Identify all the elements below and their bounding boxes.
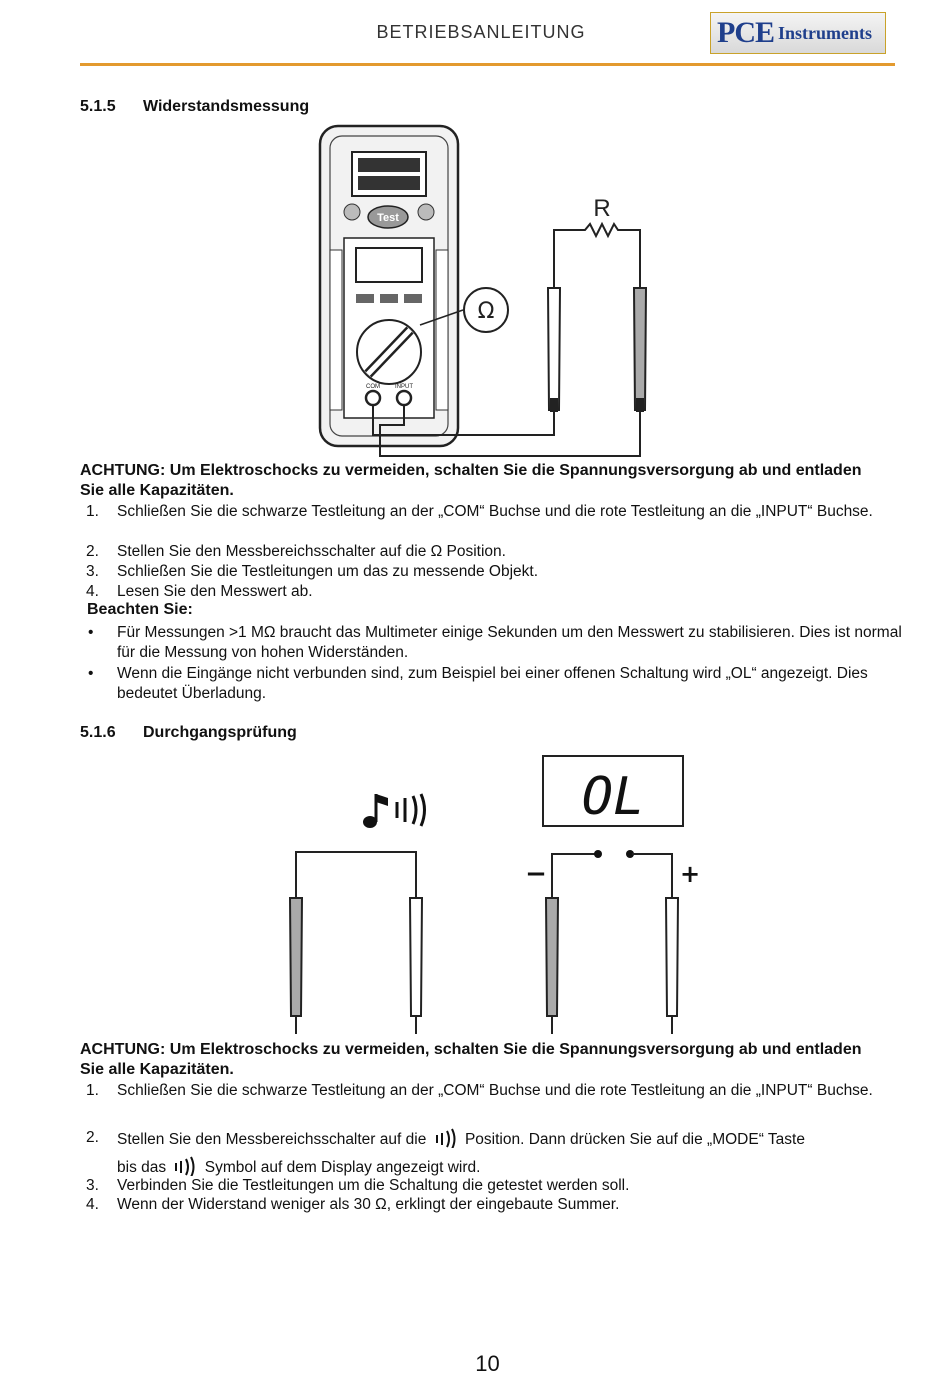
section-heading-continuity [80,724,297,742]
music-note-icon [363,794,388,828]
page-number: 10 [475,1351,500,1376]
section-heading-resistance [80,98,309,116]
section-title: Durchgangsprüfung [143,724,297,741]
probe-right-pair-1 [546,898,558,1034]
ol-display-text: OL [581,767,645,827]
logo-brand: PCE [717,16,774,49]
note-heading: Beachten Sie: [87,601,193,618]
black-probe [548,266,560,412]
warning-text-continuity: ACHTUNG: Um Elektroschocks zu vermeiden, schalten Sie die Spannungsversorgung ab und entladen Sie alle Kapazitäten. [80,1041,862,1078]
header-divider [80,63,895,66]
buzzer-waves-icon [170,1156,200,1176]
pce-instruments-logo [710,12,886,54]
red-probe [634,266,646,412]
com-jack [366,391,380,405]
probe-right-pair-2 [666,898,678,1034]
minus-sign: − [525,859,547,889]
lower-display [356,248,422,282]
probe-left-pair-1 [290,898,302,1034]
bullet-icon: • [88,665,94,682]
section-number: 5.1.5 [80,98,116,115]
probe-left-pair-2 [410,898,422,1034]
section-title: Widerstandsmessung [143,98,310,115]
buzzer-waves-icon [431,1128,461,1148]
document-header-title: BETRIEBSANLEITUNG [376,22,586,42]
multimeter-resistance-diagram [300,120,670,465]
sound-waves-icon [397,794,425,826]
logo-suffix: Instruments [778,22,873,43]
input-jack [397,391,411,405]
warning-text-resistance: ACHTUNG: Um Elektroschocks zu vermeiden, schalten Sie die Spannungsversorgung ab und entladen Sie alle Kapazitäten. [80,462,862,499]
plus-sign: + [679,860,701,888]
test-button-label: Test [377,212,399,224]
resistor-label: R [593,195,611,222]
bullet-icon: • [88,624,94,641]
ohm-symbol-icon: Ω [477,299,495,324]
section-number: 5.1.6 [80,724,116,741]
continuity-test-diagram [270,748,710,1038]
com-label: COM [366,384,380,390]
resistor-symbol [554,224,640,266]
input-label: INPUT [395,384,413,390]
